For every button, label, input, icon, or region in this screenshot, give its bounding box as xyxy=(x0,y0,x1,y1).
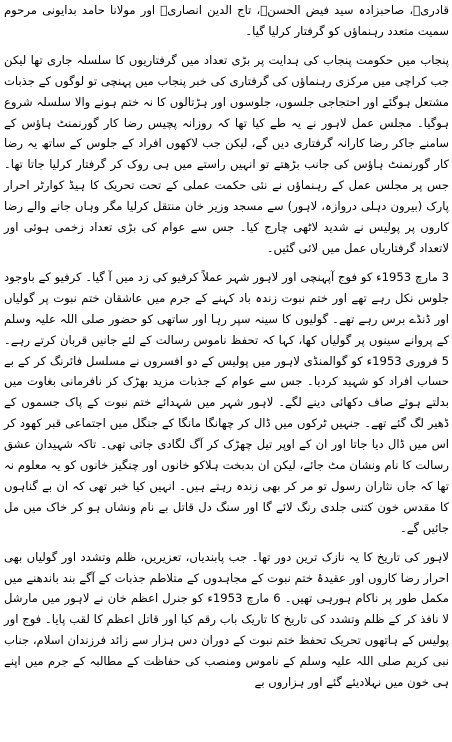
paragraph-4: لاہور کی تاریخ کا یہ نازک ترین دور تھا۔ جب پابندیاں، تعزیریں، ظلم وتشدد اور گولیاں بھی احرار رضا کاروں اور عقیدۂ ختم نبوت کے مجاہدوں کے متلاطم جذبات کے آگے بند باندھنے میں مکمل طور پر ناکام ہورہی تھیں۔ 6 مارچ 1953ء کو جنرل اعظم خان نے لاہور میں مارشل لا نافذ کر کے ظلم وتشدد کی تاریخ کا تاریک باب رقم کیا اور قاتل اعظم کا لقب پایا۔ فوج اور پولیس کے ہاتھوں تحریک تحفظ ختم نبوت کے دوران دس ہزار سے زائد فرزندان اسلام، جناب نبی کریم صلی اللہ علیہ وسلم کے ناموس ومنصب کی حفاظت کے مطالبہ کے جرم میں اپنے ہی خون میں نہلادیئے گئے اور ہزاروں بے xyxy=(4,549,449,690)
paragraph-gap xyxy=(4,42,449,50)
paragraph-3: 3 مارچ 1953ء کو فوج آپہنچی اور لاہور شہر عملاً کرفیو کی زد میں آ گیا۔ کرفیو کے باوجود جلوس نکل رہے تھے اور ختم نبوت زندہ باد کہنے کے جرم میں عاشقان ختم نبوت پر گولیاں اور ڈنڈے برس رہے تھے۔ گولیوں کا سینہ سپر رہا اور ساتھی کو حضور صلی اللہ علیہ وسلم کے پروانے سینوں پر گولیاں کھا، کہا کہ تحفظ ناموس رسالت کے لئے جانیں قربان کرتے رہے۔ 5 فروری 1953ء کو گوالمنڈی لاہور میں پولیس کے دو افسروں نے مسلسل فائرنگ کر کے بے حساب افراد کو شہید کردیا۔ جس سے عوام کے جذبات مزید بھڑک کر نافرمانی بغاوت میں بدلتے ہوئے صاف دکھائی دینے لگے۔ لاہور شہر میں شہدائے ختم نبوت کے پاک جسموں کے ڈھیر لگ گئے تھے۔ جنہیں ٹرکوں میں ڈال کر چھانگا مانگا کے جنگل میں اجتماعی قبر کھود کر اس میں ڈال دیا جاتا اور ان کے اوپر تیل چھڑک کر آگ لگادی جاتی تھی۔ تاکہ شہیدان عشق رسالت کا نام ونشان مٹ جائے، لیکن ان بدبخت ہلاکو خانوں اور چنگیز خانوں کو یہ معلوم نہ تھا کہ جاں نثاران رسول تو مر کر بھی زندہ رہتے ہیں۔ انہیں کیا خبر تھی کہ ان بے گناہوں کا مقدس خون کتنی جلدی رنگ لائے گا اور سنگ دل قاتل بے نام ونشاں ہو کر خاک میں مل جائیں گے۔ xyxy=(4,269,449,535)
paragraph-gap xyxy=(4,539,449,547)
paragraph-1: قادریؒ، صاحبزادہ سید فیض الحسنؒ، تاج الدین انصاریؒ اور مولانا حامد بدایونی مرحوم سمیت متعدد رہنماؤں کو گرفتار کرلیا گیا۔ xyxy=(4,3,449,38)
paragraph-2: پنجاب میں حکومت پنجاب کی ہدایت پر بڑی تعداد میں گرفتاریوں کا سلسلہ جاری تھا لیکن جب کراچی میں مرکزی رہنماؤں کی گرفتاری کی خبر پنجاب میں پہنچی تو لوگوں کے جذبات مشتعل ہوگئے اور احتجاجی جلسوں، جلوسوں اور ہڑتالوں کا نہ ختم ہونے والا سلسلہ شروع ہوگیا۔ مجلس عمل لاہور نے یہ طے کیا تھا کہ روزانہ پچیس رضا کار گورنمنٹ ہاؤس کے سامنے جاکر رضا کارانہ گرفتاری دیں گے، لیکن جب لاکھوں افراد کے جلوس کے ساتھ یہ رضا کار گورنمنٹ ہاؤس کی جانب بڑھتے تو انہیں راستے میں ہی روک کر گرفتار کرلیا جاتا تھا۔ جس پر مجلس عمل کے رہنماؤں نے نئی حکمت عملی کے تحت تحریک کا ہیڈ کوارٹر احرار پارک (بیرون دہلی دروازہ، لاہور) سے مسجد وزیر خان منتقل کرلیا مگر وہاں جانے والے رضا کاروں پر پولیس نے شدید لاٹھی چارج کیا۔ جس سے عوام کی بڑی تعداد زخمی ہوئی اور لاتعداد گرفتاریاں عمل میں لائی گئیں۔ xyxy=(4,52,449,255)
paragraph-gap xyxy=(4,259,449,267)
